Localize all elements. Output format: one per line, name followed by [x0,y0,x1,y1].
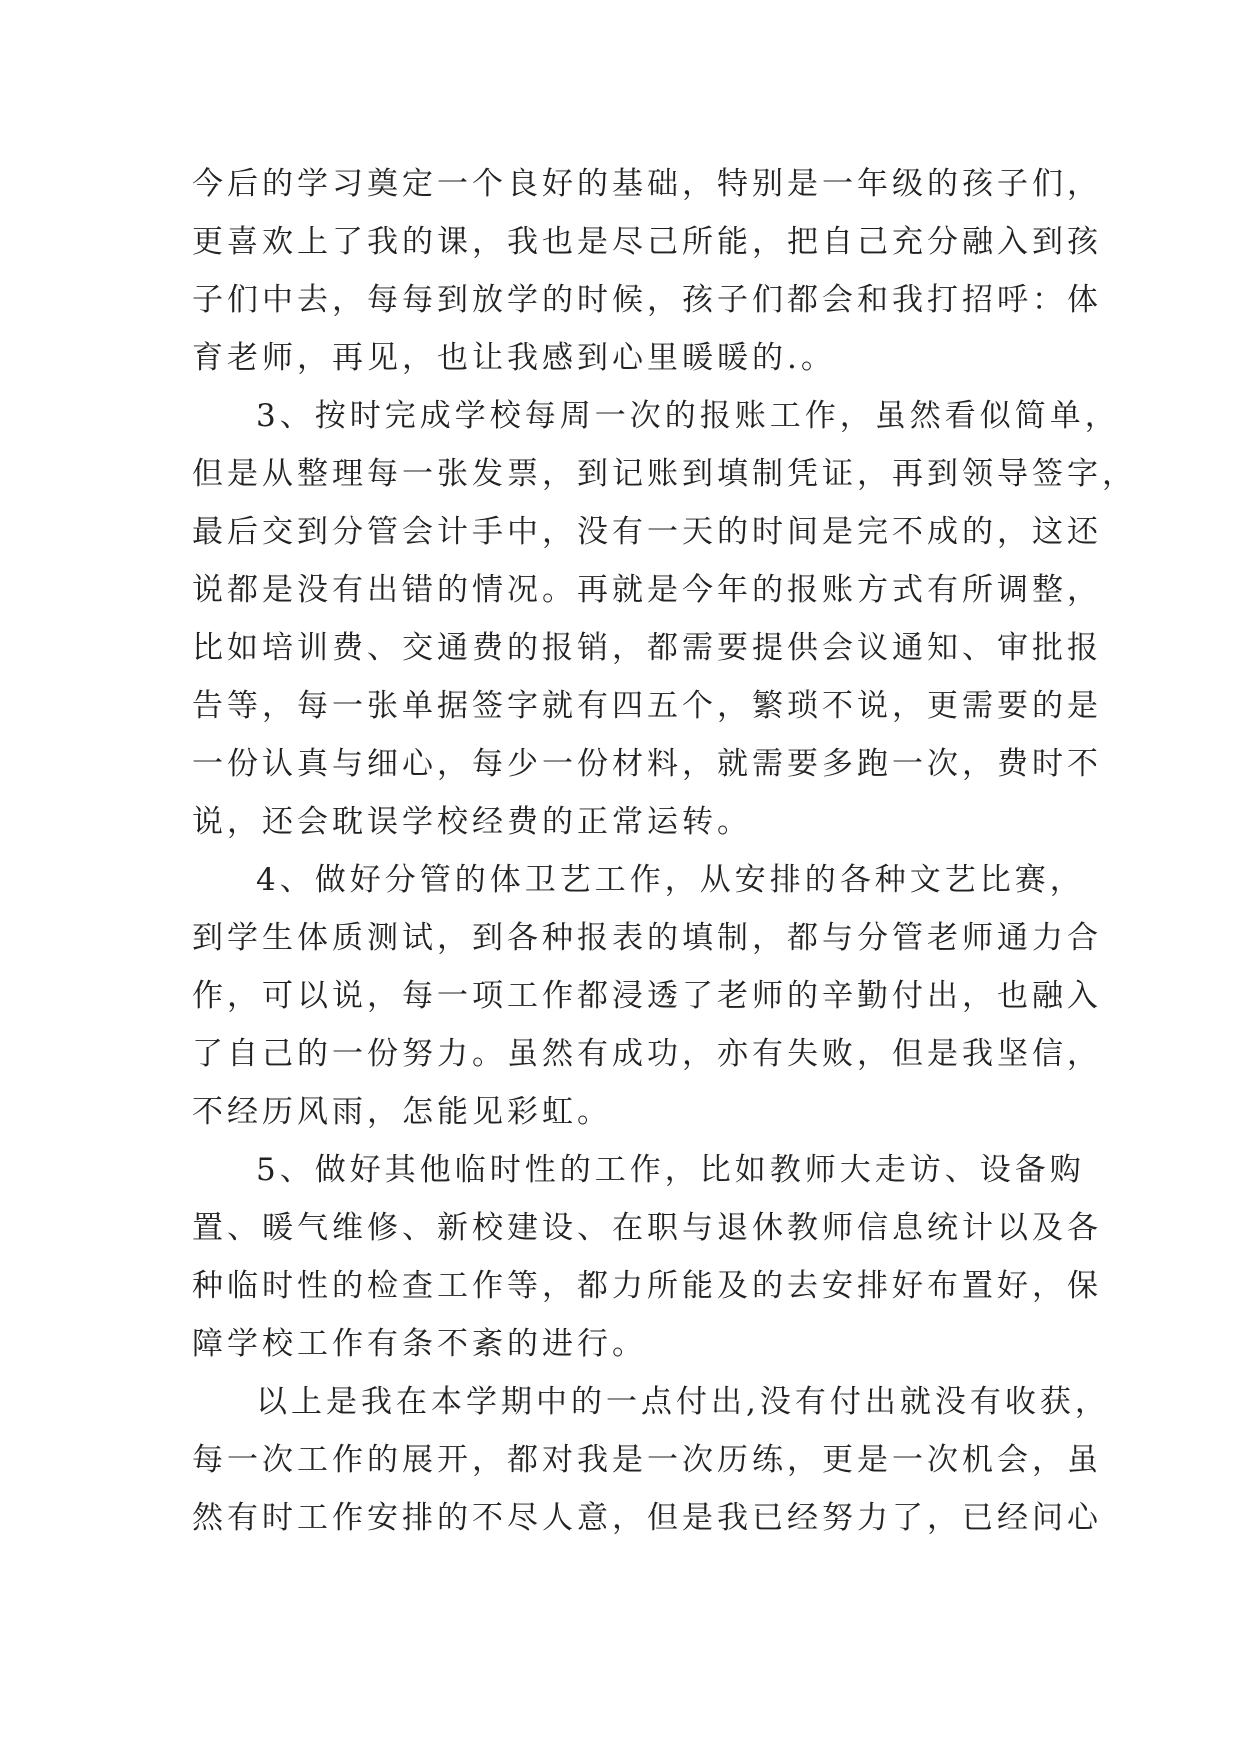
text-line: 到学生体质测试，到各种报表的填制，都与分管老师通力合 [192,920,1102,956]
text-line: 了自己的一份努力。虽然有成功，亦有失败，但是我坚信， [192,1036,1102,1072]
text-line: 3、按时完成学校每周一次的报账工作，虽然看似简单， [256,398,1120,434]
text-line: 育老师，再见，也让我感到心里暖暖的.。 [192,340,836,376]
paragraph [192,387,1137,851]
text-line: 每一次工作的展开，都对我是一次历练，更是一次机会，虽 [192,1442,1102,1478]
paragraph [192,1373,1110,1547]
text-line: 告等，每一张单据签字就有四五个，繁琐不说，更需要的是 [192,688,1102,724]
text-line: 最后交到分管会计手中，没有一天的时间是完不成的，这还 [192,514,1102,550]
text-line: 4、做好分管的体卫艺工作，从安排的各种文艺比赛， [256,862,1085,898]
text-line: 种临时性的检查工作等，都力所能及的去安排好布置好，保 [192,1268,1102,1304]
text-line: 比如培训费、交通费的报销，都需要提供会议通知、审批报 [192,630,1102,666]
text-line: 更喜欢上了我的课，我也是尽己所能，把自己充分融入到孩 [192,224,1102,260]
text-line: 5、做好其他临时性的工作，比如教师大走访、设备购 [256,1152,1085,1188]
paragraph [192,155,1102,387]
text-line: 置、暖气维修、新校建设、在职与退休教师信息统计以及各 [192,1210,1102,1246]
text-line: 不经历风雨，怎能见彩虹。 [192,1094,612,1130]
document-page [192,155,1137,1547]
text-line: 一份认真与细心，每少一份材料，就需要多跑一次，费时不 [192,746,1102,782]
text-line: 说都是没有出错的情况。再就是今年的报账方式有所调整， [192,572,1102,608]
paragraph [192,1141,1102,1373]
text-line: 作，可以说，每一项工作都浸透了老师的辛勤付出，也融入 [192,978,1102,1014]
text-line: 说，还会耽误学校经费的正常运转。 [192,804,752,840]
text-line: 今后的学习奠定一个良好的基础，特别是一年级的孩子们， [192,166,1102,202]
text-line: 以上是我在本学期中的一点付出,没有付出就没有收获， [256,1384,1110,1420]
text-line: 然有时工作安排的不尽人意，但是我已经努力了，已经问心 [192,1500,1102,1536]
text-line: 障学校工作有条不紊的进行。 [192,1326,647,1362]
paragraph [192,851,1102,1141]
text-line: 子们中去，每每到放学的时候，孩子们都会和我打招呼：体 [192,282,1102,318]
text-line: 但是从整理每一张发票，到记账到填制凭证，再到领导签字， [192,456,1137,492]
